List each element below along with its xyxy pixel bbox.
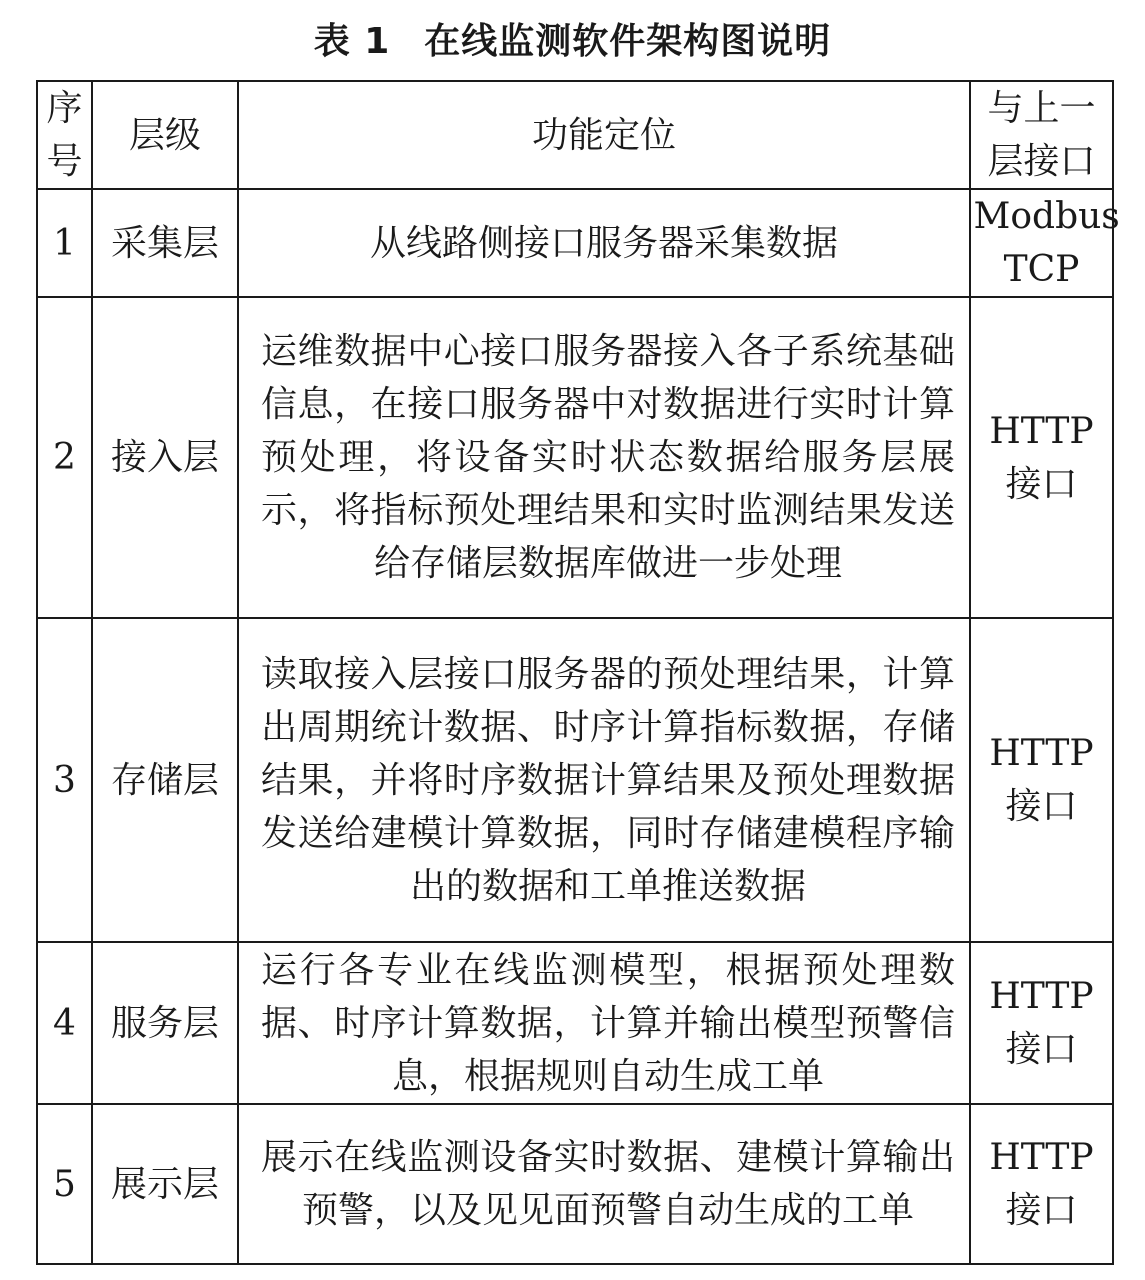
row-layer: 服务层	[92, 942, 238, 1104]
row-function: 展示在线监测设备实时数据、建模计算输出预警，以及见见面预警自动生成的工单	[238, 1104, 970, 1264]
header-interface: 与上一层接口	[970, 81, 1113, 189]
row-seq: 1	[37, 189, 92, 297]
table-caption	[0, 14, 1145, 70]
table-number: 表 1	[313, 21, 391, 62]
row-interface: HTTP 接口	[970, 297, 1113, 618]
table-title: 在线监测软件架构图说明	[424, 21, 832, 62]
row-seq: 3	[37, 618, 92, 942]
row-layer: 接入层	[92, 297, 238, 618]
row-interface: Modbus TCP	[970, 189, 1113, 297]
table-row	[37, 1104, 1113, 1264]
architecture-table	[36, 80, 1120, 1265]
table-row	[37, 297, 1113, 618]
row-seq: 2	[37, 297, 92, 618]
row-seq: 4	[37, 942, 92, 1104]
row-function: 从线路侧接口服务器采集数据	[238, 189, 970, 297]
header-row	[37, 81, 1113, 189]
row-interface: HTTP 接口	[970, 618, 1113, 942]
header-seq: 序号	[37, 81, 92, 189]
header-layer: 层级	[92, 81, 238, 189]
row-interface: HTTP 接口	[970, 1104, 1113, 1264]
row-layer: 采集层	[92, 189, 238, 297]
header-function: 功能定位	[238, 81, 970, 189]
table-row	[37, 942, 1113, 1104]
table-row	[37, 189, 1113, 297]
row-function: 运维数据中心接口服务器接入各子系统基础信息，在接口服务器中对数据进行实时计算预处理，将设备实时状态数据给服务层展示，将指标预处理结果和实时监测结果发送给存储层数据库做进一步处理	[238, 297, 970, 618]
row-function: 读取接入层接口服务器的预处理结果，计算出周期统计数据、时序计算指标数据，存储结果，并将时序数据计算结果及预处理数据发送给建模计算数据，同时存储建模程序输出的数据和工单推送数据	[238, 618, 970, 942]
row-function: 运行各专业在线监测模型，根据预处理数据、时序计算数据，计算并输出模型预警信息，根据规则自动生成工单	[238, 942, 970, 1104]
row-interface: HTTP 接口	[970, 942, 1113, 1104]
table-row	[37, 618, 1113, 942]
row-layer: 存储层	[92, 618, 238, 942]
row-layer: 展示层	[92, 1104, 238, 1264]
row-seq: 5	[37, 1104, 92, 1264]
